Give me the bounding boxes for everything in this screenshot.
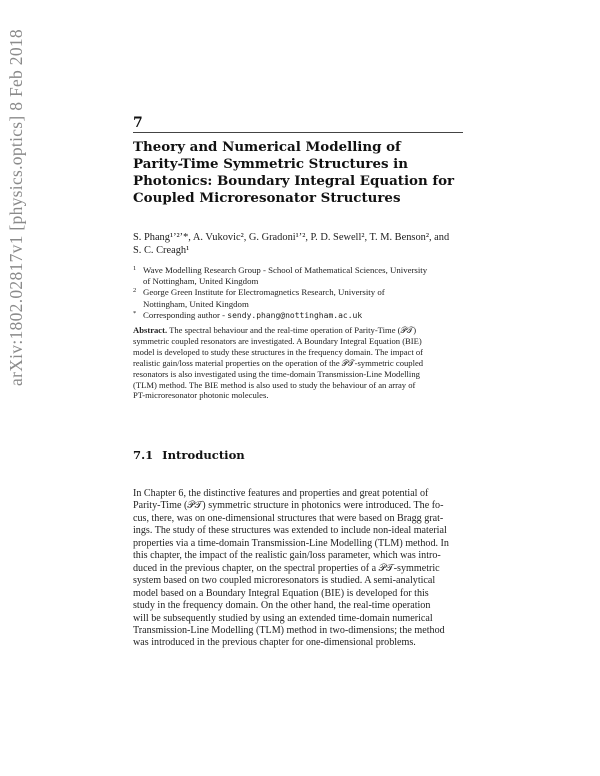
abstract-label: Abstract. <box>133 325 168 335</box>
affiliations <box>133 265 473 321</box>
title-line: Photonics: Boundary Integral Equation for <box>133 173 455 189</box>
affiliation-line: Nottingham, United Kingdom <box>143 298 249 309</box>
abstract-line: model is developed to study these structures in the frequency domain. The impact of <box>133 346 424 357</box>
affiliation-marker: 1 <box>133 265 137 272</box>
author-line: S. C. Creagh¹ <box>133 245 190 256</box>
body-line: model based on a Boundary Integral Equation (BIE) is developed for this <box>133 587 429 599</box>
body-line: properties via a time-domain Transmission-Line Modelling (TLM) method. In <box>133 537 449 549</box>
affiliation-marker: 2 <box>133 287 137 295</box>
section-heading <box>133 448 254 462</box>
affiliation-line: George Green Institute for Electromagnetics Research, University of <box>143 287 385 298</box>
chapter-title <box>133 139 463 207</box>
abstract-line: resonators is also investigated using the time-domain Transmission-Line Modelling <box>133 368 420 379</box>
body-line: Parity-Time (𝒫𝒯) symmetric structure in photonics were introduced. The fo- <box>133 500 444 512</box>
abstract-text: The spectral behaviour and the real-time operation of Parity-Time (𝒫𝒯) <box>167 325 417 335</box>
section-number: 7.1 <box>133 448 154 462</box>
chapter-rule <box>133 132 463 133</box>
body-line: was introduced in the previous chapter for one-dimensional problems. <box>133 637 416 649</box>
affiliation-line: Wave Modelling Research Group - School of Mathematical Sciences, University <box>143 265 428 275</box>
corresponding-author <box>133 310 473 321</box>
abstract-line: (TLM) method. The BIE method is also used to study the behaviour of an array of <box>133 379 416 390</box>
affiliation-2 <box>133 287 473 309</box>
title-line: Parity-Time Symmetric Structures in <box>133 156 409 172</box>
abstract <box>133 325 473 401</box>
body-line: Transmission-Line Modelling (TLM) method in two-dimensions; the method <box>133 624 445 636</box>
body-line: study in the frequency domain. On the other hand, the real-time operation <box>133 600 431 612</box>
affiliation-1 <box>133 265 473 287</box>
corresponding-label: Corresponding author - <box>143 309 228 320</box>
body-line: ings. The study of these structures was extended to include non-ideal material <box>133 525 447 537</box>
abstract-line: realistic gain/loss material properties on the operation of the 𝒫𝒯-symmetric coupled <box>133 357 424 368</box>
author-list <box>133 231 468 257</box>
body-text <box>133 488 473 650</box>
abstract-line: symmetric coupled resonators are investigated. A Boundary Integral Equation (BIE) <box>133 335 422 346</box>
body-line: duced in the previous chapter, on the spectral properties of a 𝒫𝒯-symmetric <box>133 562 440 574</box>
affiliation-line <box>143 310 473 321</box>
abstract-line: PT-microresonator photonic molecules. <box>133 390 269 401</box>
body-line: cus, there, was on one-dimensional structures that were based on Bragg grat- <box>133 512 444 524</box>
body-line: this chapter, the impact of the realistic gain/loss parameter, which was intro- <box>133 550 441 562</box>
chapter-number: 7 <box>133 115 143 131</box>
affiliation-line: of Nottingham, United Kingdom <box>143 276 259 287</box>
author-line: S. Phang¹ʼ²ʼ*, A. Vukovic², G. Gradoni¹ʼ², P. D. Sewell², T. M. Benson², and <box>133 232 450 243</box>
abstract-line <box>133 325 473 336</box>
body-line: will be subsequently studied by using an extended time-domain numerical <box>133 612 433 624</box>
body-line: system based on two coupled microresonators is studied. A semi-analytical <box>133 575 436 587</box>
affiliation-marker: * <box>133 309 137 317</box>
section-title: Introduction <box>162 448 245 462</box>
corresponding-email[interactable]: sendy.phang@nottingham.ac.uk <box>227 310 363 320</box>
title-line: Coupled Microresonator Structures <box>133 190 401 206</box>
title-line: Theory and Numerical Modelling of <box>133 139 401 155</box>
body-line: In Chapter 6, the distinctive features and properties and great potential of <box>133 488 429 499</box>
arxiv-stamp: arXiv:1802.02817v1 [physics.optics] 8 Feb 2018 <box>6 29 26 386</box>
